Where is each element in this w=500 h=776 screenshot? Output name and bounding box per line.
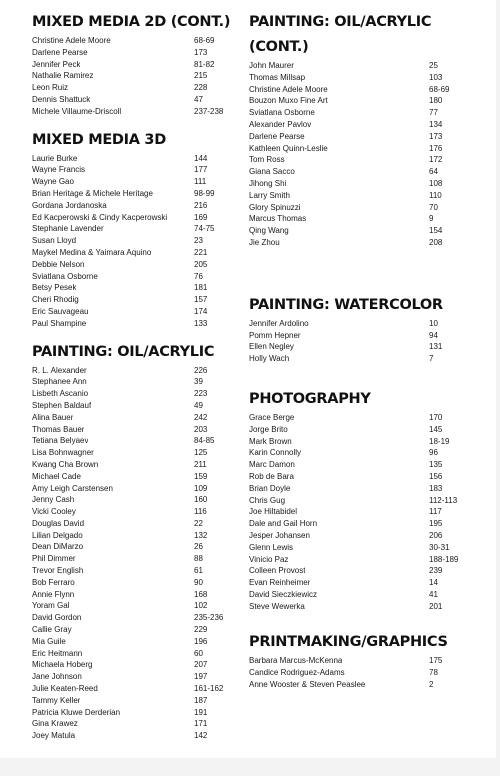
list-item [249,237,479,249]
section-heading: MIXED MEDIA 3D [32,131,166,148]
artist-name: Holly Wach [249,354,290,364]
page-number: 74-75 [194,224,215,234]
page-number: 173 [429,131,443,141]
list-item [32,70,247,82]
list-item [249,667,479,679]
list-item [32,483,247,495]
page-number: 131 [429,342,443,352]
list-item [32,577,247,589]
list-item [32,612,247,624]
section-heading: PRINTMAKING/GRAPHICS [249,634,448,651]
page-number: 111 [194,177,207,187]
list-item [32,624,247,636]
artist-name: Alexander Pavlov [249,119,312,129]
page-number: 169 [194,212,208,222]
section-mixed-media-3d [32,128,247,330]
list-item [32,471,247,483]
artist-name: Marc Damon [249,460,295,470]
artist-name: Tetiana Belyaev [32,436,89,446]
list-item [32,188,247,200]
page-number: 70 [429,202,438,212]
list-item [249,225,479,237]
page-number: 188-189 [429,554,459,564]
section-heading: PHOTOGRAPHY [249,390,371,407]
list-item [32,506,247,518]
list-item [32,541,247,553]
page-number: 177 [194,165,208,175]
page-number: 144 [194,153,208,163]
list-item [249,60,479,72]
list-item [32,400,247,412]
page-number: 2 [429,680,434,690]
artist-name: Qing Wang [249,226,289,236]
right-column [249,10,479,691]
list-item [249,565,479,577]
page-number: 77 [429,108,438,118]
page-number: 211 [194,459,207,469]
page-number: 110 [429,190,442,200]
section-painting-oil-acrylic-cont [249,10,479,249]
artist-name: Jenny Cash [32,495,75,505]
artist-name: Phil Dimmer [32,554,76,564]
list-item [32,212,247,224]
artist-name: Mark Brown [249,436,292,446]
page-number: 68-69 [429,84,450,94]
artist-name: Lilian Delgado [32,530,83,540]
list-item [249,412,479,424]
list-item [249,542,479,554]
artist-name: Laurie Burke [32,153,78,163]
artist-name: Candice Rodriguez-Adams [249,668,345,678]
artist-name: David Gordon [32,613,82,623]
artist-name: Karin Connolly [249,448,302,458]
artist-name: Jie Zhou [249,237,280,247]
artist-name: John Maurer [249,61,294,70]
page-number: 145 [429,424,443,434]
list-item [249,143,479,155]
list-item [32,47,247,59]
section-heading: PAINTING: WATERCOLOR [249,296,443,313]
list-item [32,518,247,530]
list-item [249,436,479,448]
list-item [32,235,247,247]
list-item [32,365,247,377]
list-item [32,388,247,400]
list-item [249,589,479,601]
page-number: 207 [194,660,208,670]
artist-name: David Sieczkiewicz [249,589,318,599]
list-item [32,447,247,459]
list-item [32,106,247,118]
page-number: 191 [194,707,208,717]
section-painting-oil-acrylic [32,340,247,743]
artist-name: Julie Keaten-Reed [32,684,98,694]
page-number: 41 [429,589,438,599]
list-item [249,601,479,613]
section-mixed-media-2d-cont [32,10,247,118]
artist-name: Debbie Nelson [32,259,85,269]
artist-name: Brian Doyle [249,483,291,493]
artist-name: Jihong Shi [249,178,287,188]
artist-name: Nathalie Ramirez [32,71,94,81]
artist-name: Marcus Thomas [249,214,307,224]
artist-name: Douglas David [32,518,85,528]
page-number: 195 [429,519,443,529]
artist-name: Maykel Medina & Yaimara Aquino [32,247,152,257]
artist-name: Bob Ferraro [32,577,75,587]
list-item [32,565,247,577]
list-item [249,119,479,131]
artist-name: Eric Heitmann [32,648,83,658]
artist-name: Vicki Cooley [32,507,76,517]
artist-name: Betsy Pesek [32,283,77,293]
artist-name: Stephanee Ann [32,377,87,387]
artist-name: Dale and Gail Horn [249,519,318,529]
section-heading: PAINTING: OIL/ACRYLIC (CONT.) [249,14,432,55]
artist-name: Gina Krawez [32,719,78,729]
list-item [32,176,247,188]
page-number: 98-99 [194,188,215,198]
page-number: 30-31 [429,542,450,552]
artist-name: Wayne Francis [32,165,86,175]
artist-name: Sviatlana Osborne [249,108,315,118]
page-number: 205 [194,259,208,269]
page-number: 242 [194,412,208,422]
page-number: 132 [194,530,208,540]
page-number: 88 [194,554,203,564]
list-item [249,72,479,84]
list-item [249,554,479,566]
page-number: 9 [429,214,434,224]
page-number: 84-85 [194,436,215,446]
artist-name: Barbara Marcus-McKenna [249,656,343,666]
page-number: 78 [429,668,438,678]
list-item [32,200,247,212]
page-number: 201 [429,601,443,611]
artist-name: Christine Adele Moore [32,36,111,45]
page-number: 226 [194,365,208,375]
list-item [249,506,479,518]
page-number: 64 [429,167,438,177]
list-item [32,530,247,542]
page-number: 156 [429,471,443,481]
list-item [32,730,247,742]
artist-name: Mia Guile [32,636,66,646]
artist-name: Michele Villaume-Driscoll [32,106,122,116]
artist-name: Giana Sacco [249,167,295,177]
page-number: 175 [429,656,443,666]
list-item [32,247,247,259]
page-number: 174 [194,306,208,316]
artist-name: Jennifer Ardolino [249,318,309,328]
page-number: 94 [429,330,438,340]
list-item [249,190,479,202]
list-item [32,282,247,294]
artist-name: Ellen Negley [249,342,294,352]
list-item [32,259,247,271]
page-number: 183 [429,483,443,493]
artist-name: Grace Berge [249,412,295,422]
page-number: 108 [429,178,443,188]
list-item [249,483,479,495]
section-heading: MIXED MEDIA 2D (CONT.) [32,14,231,30]
list-item [249,166,479,178]
page-number: 39 [194,377,203,387]
list-item [32,659,247,671]
list-item [249,154,479,166]
artist-name: Kathleen Quinn-Leslie [249,143,328,153]
page-number: 187 [194,695,208,705]
list-item [249,95,479,107]
artist-name: Amy Leigh Carstensen [32,483,113,493]
page-number: 196 [194,636,208,646]
list-item [32,164,247,176]
list-item [32,707,247,719]
artist-name: Steve Wewerka [249,601,305,611]
list-item [249,330,479,342]
artist-name: Joey Matula [32,731,76,741]
list-item [32,94,247,106]
page-number: 168 [194,589,208,599]
list-item [32,294,247,306]
artist-name: Cheri Rhodig [32,295,79,305]
list-item [249,84,479,96]
list-item [32,636,247,648]
artist-name: Callie Gray [32,625,72,635]
artist-name: Glenn Lewis [249,542,294,552]
artist-name: Chris Gug [249,495,286,505]
artist-name: Brian Heritage & Michele Heritage [32,188,153,198]
artist-name: Susan Lloyd [32,236,77,246]
list-item [32,589,247,601]
artist-name: Pomm Hepner [249,330,301,340]
section-photography [249,387,479,613]
list-item [32,376,247,388]
artist-name: Christine Adele Moore [249,84,328,94]
artist-name: Colleen Provost [249,566,306,576]
artist-name: Stephanie Lavender [32,224,104,234]
list-item [249,107,479,119]
artist-name: R. L. Alexander [32,365,87,375]
page-number: 117 [429,507,442,517]
artist-name: Anne Wooster & Steven Peaslee [249,680,366,690]
list-item [32,223,247,235]
artist-name: Tammy Keller [32,695,81,705]
page-number: 176 [429,143,443,153]
section-painting-watercolor [249,293,479,365]
page-number: 23 [194,236,203,246]
artist-name: Paul Shampine [32,318,87,328]
page-number: 180 [429,96,443,106]
artist-name: Alina Bauer [32,412,74,422]
artist-name: Jennifer Peck [32,59,81,69]
list-item [32,494,247,506]
list-item [32,718,247,730]
artist-name: Michaela Hoberg [32,660,93,670]
artist-name: Patricia Kluwe Derderian [32,707,121,717]
page-number: 96 [429,448,438,458]
page-number: 142 [194,731,208,741]
page-number: 157 [194,295,208,305]
page-number: 60 [194,648,203,658]
page-number: 160 [194,495,208,505]
page-number: 26 [194,542,203,552]
page-number: 159 [194,471,208,481]
list-item [249,471,479,483]
artist-name: Annie Flynn [32,589,75,599]
artist-name: Joe Hiltabidel [249,507,298,517]
page-number: 235-236 [194,613,224,623]
page-number: 22 [194,518,203,528]
page-number: 61 [194,566,203,576]
page-number: 171 [194,719,208,729]
artist-name: Stephen Baldauf [32,400,92,410]
list-item [249,447,479,459]
artist-name: Bouzon Muxo Fine Art [249,96,328,106]
artist-name: Wayne Gao [32,177,74,187]
list-item [249,424,479,436]
list-item [32,671,247,683]
page-number: 14 [429,578,438,588]
artist-name: Rob de Bara [249,471,294,481]
list-item [249,679,479,691]
page-number: 216 [194,200,208,210]
artist-name: Dennis Shattuck [32,94,91,104]
list-item [249,655,479,667]
page-number: 103 [429,72,443,82]
artist-name: Larry Smith [249,190,290,200]
page-number: 161-162 [194,684,224,694]
page-number: 223 [194,389,208,399]
list-item [32,271,247,283]
artist-name: Eric Sauvageau [32,306,89,316]
artist-name: Thomas Bauer [32,424,85,434]
page-number: 229 [194,625,208,635]
artist-name: Gordana Jordanoska [32,200,107,210]
page-number: 25 [429,61,438,70]
page-number: 154 [429,226,443,236]
list-item [32,35,247,47]
page-number: 90 [194,577,203,587]
artist-name: Sviatlana Osborne [32,271,98,281]
list-item [249,577,479,589]
left-column [32,10,247,742]
list-item [249,131,479,143]
page-number: 49 [194,400,203,410]
page-number: 221 [194,247,208,257]
list-item [32,695,247,707]
page-number: 134 [429,119,443,129]
artist-name: Jane Johnson [32,672,82,682]
artist-name: Vinicio Paz [249,554,289,564]
list-item [249,178,479,190]
page-number: 239 [429,566,443,576]
artist-name: Glory Spinuzzi [249,202,301,212]
page-number: 125 [194,448,208,458]
page-number: 206 [429,530,443,540]
page-number: 172 [429,155,443,165]
page-number: 203 [194,424,208,434]
page-number: 170 [429,412,443,422]
section-printmaking-graphics [249,630,479,690]
list-item [32,412,247,424]
list-item [249,518,479,530]
artist-name: Dean DiMarzo [32,542,84,552]
list-item [249,353,479,365]
artist-name: Trevor English [32,566,84,576]
page-number: 173 [194,47,208,57]
page-number: 181 [194,283,208,293]
page-number: 135 [429,460,443,470]
list-item [32,306,247,318]
page-number: 215 [194,71,208,81]
artist-name: Lisa Bohnwagner [32,448,94,458]
page-number: 76 [194,271,203,281]
list-item [32,435,247,447]
page-number: 116 [194,507,207,517]
page-number: 7 [429,354,434,364]
page-number: 18-19 [429,436,450,446]
page-number: 133 [194,318,208,328]
page-number: 197 [194,672,208,682]
list-item [32,153,247,165]
list-item [249,213,479,225]
page-number: 109 [194,483,208,493]
list-item [32,683,247,695]
list-item [32,82,247,94]
artist-name: Lisbeth Ascanio [32,389,89,399]
page-number: 228 [194,83,208,93]
page-number: 237-238 [194,106,224,116]
list-item [32,553,247,565]
list-item [249,459,479,471]
artist-name: Thomas Millsap [249,72,306,82]
artist-name: Leon Ruiz [32,83,69,93]
list-item [249,318,479,330]
artist-name: Darlene Pearse [249,131,305,141]
artist-name: Yoram Gal [32,601,70,611]
list-item [249,202,479,214]
list-item [249,495,479,507]
list-item [32,648,247,660]
section-heading: PAINTING: OIL/ACRYLIC [32,343,215,360]
artist-name: Jesper Johansen [249,530,310,540]
artist-name: Tom Ross [249,155,285,165]
list-item [32,600,247,612]
artist-name: Michael Cade [32,471,81,481]
page-number: 102 [194,601,208,611]
list-item [249,530,479,542]
page-number: 10 [429,318,438,328]
artist-name: Kwang Cha Brown [32,459,99,469]
page-number: 68-69 [194,36,215,45]
list-item [32,318,247,330]
page-number: 81-82 [194,59,215,69]
artist-name: Ed Kacperowski & Cindy Kacperowski [32,212,168,222]
artist-name: Jorge Brito [249,424,288,434]
artist-name: Darlene Pearse [32,47,88,57]
page-number: 112-113 [429,495,458,505]
artist-name: Evan Reinheimer [249,578,311,588]
list-item [32,459,247,471]
list-item [32,424,247,436]
page-number: 47 [194,94,203,104]
list-item [32,59,247,71]
page-number: 208 [429,237,443,247]
list-item [249,341,479,353]
